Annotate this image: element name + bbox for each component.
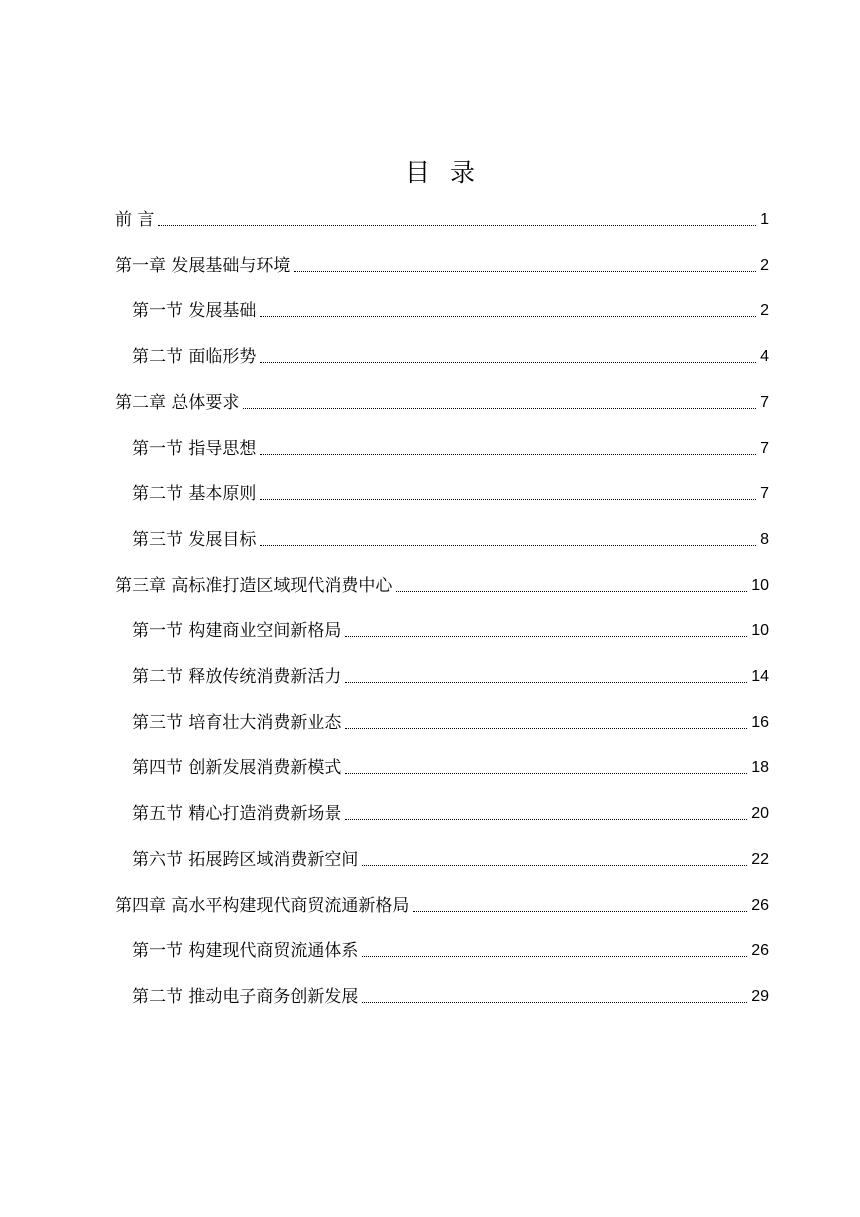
toc-entry[interactable]	[132, 338, 769, 368]
toc-dot-leader	[158, 225, 756, 226]
toc-dot-leader	[362, 1002, 747, 1003]
toc-entry-label: 第一节 发展基础	[132, 301, 257, 322]
toc-entry-page-number: 7	[760, 485, 769, 503]
toc-entry-label: 第一章 发展基础与环境	[115, 255, 291, 276]
toc-entry-label: 第四章 高水平构建现代商贸流通新格局	[115, 895, 410, 916]
toc-dot-leader	[345, 773, 747, 774]
toc-entry[interactable]	[132, 612, 769, 642]
toc-entry-page-number: 18	[751, 759, 769, 777]
toc-entry-label: 第二节 推动电子商务创新发展	[132, 986, 359, 1007]
toc-entry-label: 第一节 指导思想	[132, 438, 257, 459]
toc-entry[interactable]	[132, 932, 769, 962]
toc-dot-leader	[260, 499, 756, 500]
toc-title: 目 录	[405, 158, 481, 187]
toc-dot-leader	[362, 865, 747, 866]
toc-entry-page-number: 26	[751, 896, 769, 914]
toc-dot-leader	[294, 271, 756, 272]
toc-entry[interactable]	[132, 978, 769, 1008]
toc-entry-page-number: 1	[760, 211, 769, 228]
toc-entry-page-number: 2	[760, 302, 769, 320]
toc-entry-label: 第二章 总体要求	[115, 392, 240, 413]
toc-entry-label: 第二节 释放传统消费新活力	[132, 667, 342, 687]
toc-entry-page-number: 16	[751, 713, 769, 731]
toc-entry-page-number: 2	[760, 256, 769, 274]
toc-dot-leader	[260, 454, 756, 455]
toc-entry[interactable]	[132, 430, 769, 460]
toc-entry[interactable]	[115, 887, 769, 917]
toc-entry-label: 第一节 构建现代商贸流通体系	[132, 941, 359, 962]
toc-dot-leader	[243, 408, 756, 409]
toc-entry-page-number: 26	[751, 942, 769, 960]
toc-entry[interactable]	[132, 475, 769, 505]
toc-entry[interactable]	[132, 841, 769, 871]
toc-entry-page-number: 8	[760, 530, 769, 548]
toc-entry-label: 第四节 创新发展消费新模式	[132, 758, 342, 779]
toc-entry[interactable]	[132, 658, 769, 688]
toc-dot-leader	[260, 545, 756, 546]
toc-dot-leader	[260, 316, 756, 317]
toc-entry-page-number: 10	[751, 576, 769, 594]
toc-entry[interactable]	[132, 521, 769, 551]
toc-entry-page-number: 14	[751, 668, 769, 685]
toc-entry[interactable]	[115, 567, 769, 597]
toc-entry[interactable]	[132, 749, 769, 779]
toc-entry-label: 前 言	[115, 210, 155, 230]
toc-entry-label: 第六节 拓展跨区域消费新空间	[132, 849, 359, 870]
toc-dot-leader	[345, 728, 747, 729]
toc-entry-page-number: 7	[760, 393, 769, 411]
toc-entry-label: 第三章 高标准打造区域现代消费中心	[115, 575, 393, 596]
toc-entry-page-number: 4	[760, 348, 769, 366]
toc-entry-label: 第五节 精心打造消费新场景	[132, 804, 342, 825]
toc-entry-label: 第二节 面临形势	[132, 347, 257, 368]
toc-dot-leader	[396, 591, 747, 592]
toc-dot-leader	[260, 362, 756, 363]
toc-dot-leader	[413, 911, 747, 912]
toc-entry-page-number: 22	[751, 850, 769, 868]
toc-entry[interactable]	[115, 247, 769, 277]
toc-dot-leader	[362, 956, 747, 957]
toc-entry[interactable]	[132, 704, 769, 734]
toc-entry[interactable]	[115, 201, 769, 231]
toc-entry-page-number: 10	[751, 622, 769, 640]
toc-entry-label: 第三节 培育壮大消费新业态	[132, 712, 342, 733]
toc-entry-label: 第二节 基本原则	[132, 484, 257, 505]
toc-dot-leader	[345, 636, 747, 637]
toc-dot-leader	[345, 819, 747, 820]
toc-dot-leader	[345, 682, 747, 683]
toc-entry[interactable]	[132, 795, 769, 825]
toc-entry-page-number: 7	[760, 439, 769, 457]
toc-entry[interactable]	[115, 384, 769, 414]
toc-entry-label: 第三节 发展目标	[132, 529, 257, 550]
toc-entry[interactable]	[132, 292, 769, 322]
toc-entry-label: 第一节 构建商业空间新格局	[132, 621, 342, 642]
toc-entry-page-number: 20	[751, 805, 769, 823]
toc-entry-page-number: 29	[751, 987, 769, 1005]
